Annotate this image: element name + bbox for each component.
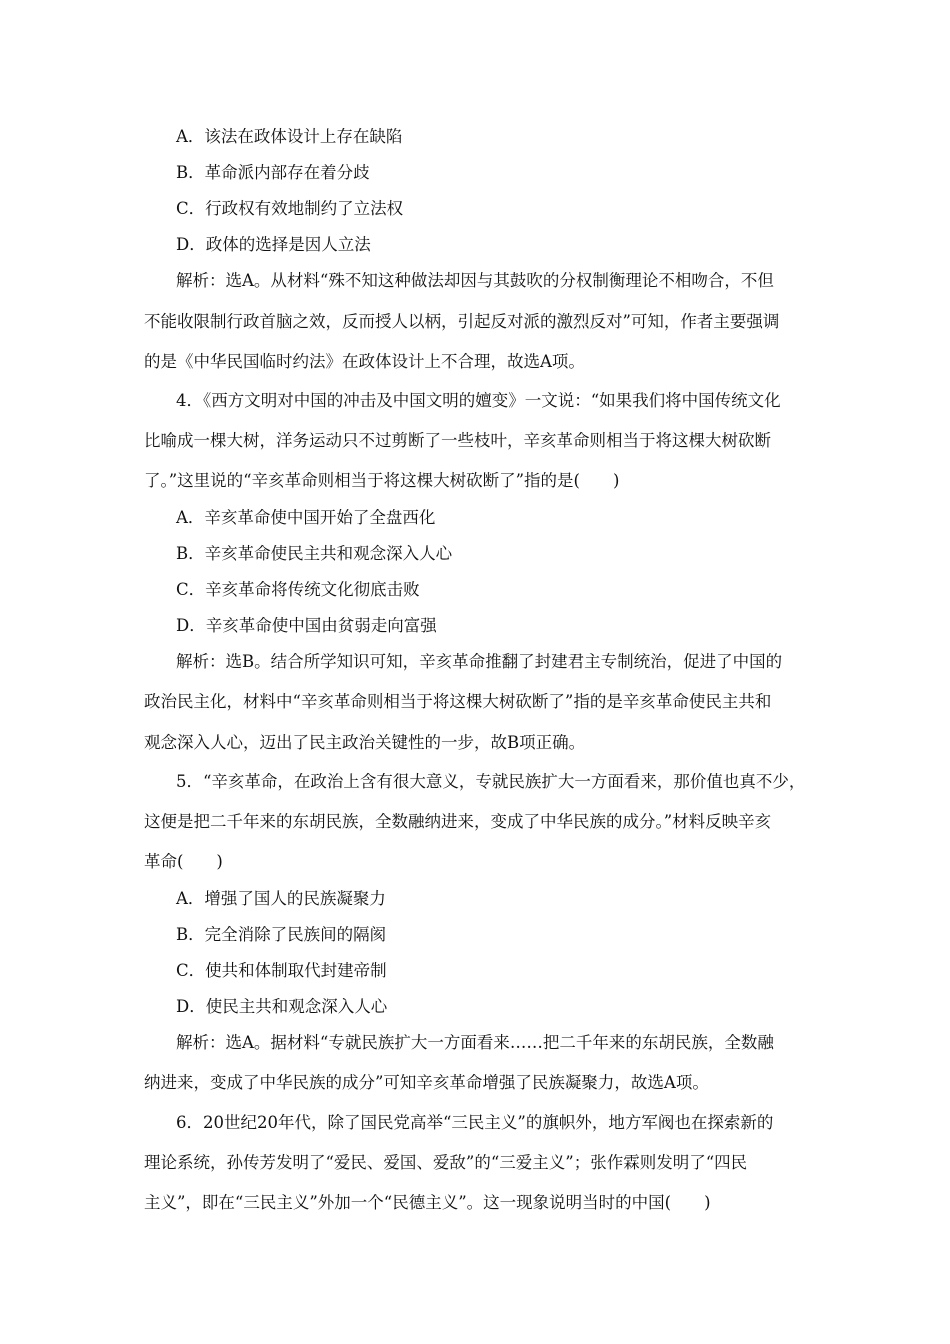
q4-analysis-line: 观念深入人心，迈出了民主政治关键性的一步，故B项正确。 <box>144 733 586 752</box>
q3-analysis-line: 解析：选A。从材料“殊不知这种做法却因与其鼓吹的分权制衡理论不相吻合，不但 <box>176 271 774 290</box>
q5-option-c: C．使共和体制取代封建帝制 <box>176 961 387 980</box>
q5-option-d: D．使民主共和观念深入人心 <box>176 997 388 1016</box>
q5-option-b: B．完全消除了民族间的隔阂 <box>176 925 387 944</box>
q3-analysis-line: 不能收限制行政首脑之效，反而授人以柄，引起反对派的激烈反对”可知，作者主要强调 <box>144 312 780 331</box>
q6-stem-line: 理论系统，孙传芳发明了“爱民、爱国、爱敌”的“三爱主义”；张作霖则发明了“四民 <box>144 1153 748 1172</box>
q3-option-d: D．政体的选择是因人立法 <box>176 235 371 254</box>
q3-analysis-line: 的是《中华民国临时约法》在政体设计上不合理，故选A项。 <box>144 352 585 371</box>
q4-option-d: D．辛亥革命使中国由贫弱走向富强 <box>176 616 437 635</box>
q4-analysis-line: 政治民主化，材料中“辛亥革命则相当于将这棵大树砍断了”指的是辛亥革命使民主共和 <box>144 692 772 711</box>
q5-stem-line: 革命( ) <box>144 852 223 871</box>
q4-analysis-line: 解析：选B。结合所学知识可知，辛亥革命推翻了封建君主专制统治，促进了中国的 <box>176 652 783 671</box>
q6-stem-line: 主义”，即在“三民主义”外加一个“民德主义”。这一现象说明当时的中国( ) <box>144 1193 711 1212</box>
q6-stem-line: 6．20世纪20年代，除了国民党高举“三民主义”的旗帜外，地方军阀也在探索新的 <box>176 1113 774 1132</box>
q5-stem-line: 这便是把二千年来的东胡民族，全数融纳进来，变成了中华民族的成分。”材料反映辛亥 <box>144 812 772 831</box>
q4-option-a: A．辛亥革命使中国开始了全盘西化 <box>176 508 436 527</box>
q5-analysis-line: 纳进来，变成了中华民族的成分”可知辛亥革命增强了民族凝聚力，故选A项。 <box>144 1073 709 1092</box>
q3-option-b: B．革命派内部存在着分歧 <box>176 163 370 182</box>
q4-stem-line: 4．《西方文明对中国的冲击及中国文明的嬗变》一文说：“如果我们将中国传统文化 <box>176 391 781 410</box>
q5-option-a: A．增强了国人的民族凝聚力 <box>176 889 386 908</box>
q3-option-a: A．该法在政体设计上存在缺陷 <box>176 127 403 146</box>
q4-option-c: C．辛亥革命将传统文化彻底击败 <box>176 580 420 599</box>
q3-option-c: C．行政权有效地制约了立法权 <box>176 199 404 218</box>
q4-stem-line: 了。”这里说的“辛亥革命则相当于将这棵大树砍断了”指的是( ) <box>144 471 620 490</box>
q5-analysis-line: 解析：选A。据材料“专就民族扩大一方面看来……把二千年来的东胡民族，全数融 <box>176 1033 774 1052</box>
q5-stem-line: 5．“辛亥革命，在政治上含有很大意义，专就民族扩大一方面看来，那价值也真不少， <box>176 772 806 791</box>
q4-option-b: B．辛亥革命使民主共和观念深入人心 <box>176 544 453 563</box>
q4-stem-line: 比喻成一棵大树，洋务运动只不过剪断了一些枝叶，辛亥革命则相当于将这棵大树砍断 <box>144 431 771 450</box>
